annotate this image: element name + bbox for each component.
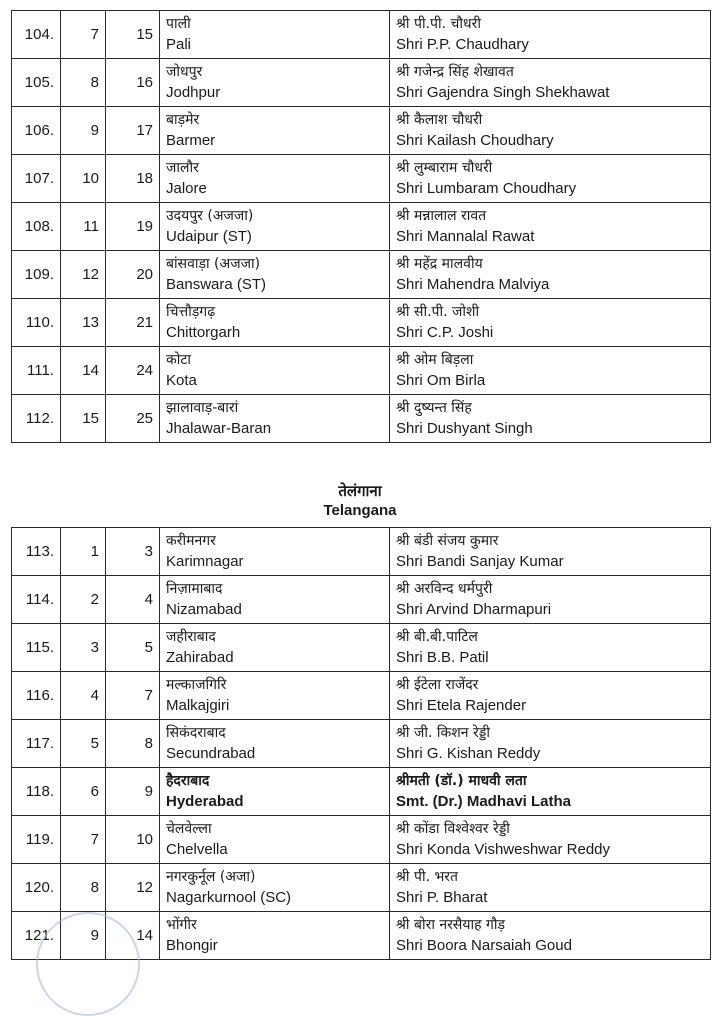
constituency-number: 25 <box>106 395 160 443</box>
constituency-english: Nagarkurnool (SC) <box>166 888 292 906</box>
table-row <box>12 624 711 672</box>
constituency-cell <box>160 59 390 107</box>
candidate-english: Shri Gajendra Singh Shekhawat <box>396 83 610 101</box>
candidate-hindi: श्री लुम्बाराम चौधरी <box>396 159 493 176</box>
constituency-cell <box>160 395 390 443</box>
constituency-cell <box>160 672 390 720</box>
candidate-cell <box>390 155 711 203</box>
serial-number: 115. <box>12 624 61 672</box>
constituency-english: Kota <box>166 371 197 389</box>
constituency-number: 20 <box>106 251 160 299</box>
candidate-english: Shri P. Bharat <box>396 888 488 906</box>
constituency-number: 24 <box>106 347 160 395</box>
state-serial-number: 11 <box>61 203 106 251</box>
candidate-cell <box>390 107 711 155</box>
constituency-number: 8 <box>106 720 160 768</box>
serial-number: 108. <box>12 203 61 251</box>
serial-number: 111. <box>12 347 61 395</box>
state-serial-number: 8 <box>61 864 106 912</box>
table-row <box>12 672 711 720</box>
constituency-number: 17 <box>106 107 160 155</box>
constituency-english: Pali <box>166 35 192 53</box>
constituency-hindi: उदयपुर (अजजा) <box>166 207 254 224</box>
table-row <box>12 107 711 155</box>
serial-number: 116. <box>12 672 61 720</box>
candidate-cell <box>390 912 711 960</box>
state-serial-number: 13 <box>61 299 106 347</box>
candidate-hindi: श्री जी. किशन रेड्डी <box>396 724 490 741</box>
serial-number: 105. <box>12 59 61 107</box>
constituency-hindi: जोधपुर <box>166 63 203 80</box>
candidate-english: Shri Bandi Sanjay Kumar <box>396 552 564 570</box>
candidate-cell <box>390 299 711 347</box>
table-row <box>12 395 711 443</box>
state-serial-number: 2 <box>61 576 106 624</box>
state-heading-english: Telangana <box>323 502 397 519</box>
state-serial-number: 7 <box>61 11 106 59</box>
constituency-hindi: करीमनगर <box>166 532 216 549</box>
constituency-cell <box>160 576 390 624</box>
candidate-cell <box>390 11 711 59</box>
serial-number: 120. <box>12 864 61 912</box>
constituency-english: Udaipur (ST) <box>166 227 252 245</box>
candidate-english: Shri Etela Rajender <box>396 696 527 714</box>
candidate-cell <box>390 251 711 299</box>
table-row <box>12 59 711 107</box>
constituency-cell <box>160 107 390 155</box>
candidate-hindi: श्री सी.पी. जोशी <box>396 303 480 320</box>
candidate-english: Shri Arvind Dharmapuri <box>396 600 552 618</box>
constituency-english: Bhongir <box>166 936 218 954</box>
constituency-hindi: चेलवेल्ला <box>166 820 212 837</box>
constituency-number: 7 <box>106 672 160 720</box>
constituency-english: Banswara (ST) <box>166 275 267 293</box>
constituency-hindi: पाली <box>166 15 191 32</box>
rajasthan-candidate-table <box>11 10 711 443</box>
candidate-hindi: श्री कोंडा विश्वेश्वर रेड्डी <box>396 820 510 837</box>
table-row <box>12 203 711 251</box>
constituency-hindi: झालावाड़-बारां <box>166 399 239 416</box>
constituency-cell <box>160 912 390 960</box>
serial-number: 109. <box>12 251 61 299</box>
candidate-hindi: श्री पी. भरत <box>396 868 459 885</box>
constituency-number: 19 <box>106 203 160 251</box>
candidate-english: Shri Mannalal Rawat <box>396 227 535 245</box>
candidate-english: Smt. (Dr.) Madhavi Latha <box>396 792 572 810</box>
serial-number: 110. <box>12 299 61 347</box>
candidate-hindi: श्री मन्नालाल रावत <box>396 207 487 224</box>
state-serial-number: 15 <box>61 395 106 443</box>
rajasthan-table-body <box>12 11 711 443</box>
constituency-english: Chittorgarh <box>166 323 241 341</box>
constituency-hindi: चित्तौड़गढ़ <box>166 303 216 320</box>
constituency-hindi: भोंगीर <box>166 916 197 933</box>
candidate-cell <box>390 576 711 624</box>
table-row <box>12 155 711 203</box>
constituency-english: Malkajgiri <box>166 696 230 714</box>
candidate-cell <box>390 624 711 672</box>
candidate-hindi: श्री बोरा नरसैयाह गौड़ <box>396 916 505 933</box>
serial-number: 119. <box>12 816 61 864</box>
constituency-cell <box>160 251 390 299</box>
constituency-number: 12 <box>106 864 160 912</box>
constituency-cell <box>160 299 390 347</box>
state-serial-number: 14 <box>61 347 106 395</box>
candidate-cell <box>390 672 711 720</box>
constituency-cell <box>160 155 390 203</box>
candidate-cell <box>390 395 711 443</box>
serial-number: 118. <box>12 768 61 816</box>
constituency-number: 9 <box>106 768 160 816</box>
constituency-hindi: जालौर <box>166 159 199 176</box>
candidate-hindi: श्री ईटेला राजेंदर <box>396 676 479 693</box>
constituency-cell <box>160 528 390 576</box>
candidate-hindi: श्रीमती (डॉ.) माधवी लता <box>396 772 527 789</box>
candidate-cell <box>390 59 711 107</box>
constituency-english: Karimnagar <box>166 552 244 570</box>
serial-number: 106. <box>12 107 61 155</box>
table-row <box>12 864 711 912</box>
constituency-hindi: हैदराबाद <box>166 772 210 789</box>
state-serial-number: 9 <box>61 107 106 155</box>
constituency-number: 16 <box>106 59 160 107</box>
constituency-number: 18 <box>106 155 160 203</box>
candidate-english: Shri Konda Vishweshwar Reddy <box>396 840 611 858</box>
candidate-english: Shri C.P. Joshi <box>396 323 494 341</box>
table-row <box>12 576 711 624</box>
serial-number: 113. <box>12 528 61 576</box>
state-serial-number: 7 <box>61 816 106 864</box>
candidate-hindi: श्री महेंद्र मालवीय <box>396 255 483 272</box>
state-heading <box>0 481 720 521</box>
table-row <box>12 299 711 347</box>
candidate-hindi: श्री कैलाश चौधरी <box>396 111 483 128</box>
state-serial-number: 4 <box>61 672 106 720</box>
serial-number: 112. <box>12 395 61 443</box>
table-row <box>12 11 711 59</box>
constituency-english: Hyderabad <box>166 792 244 810</box>
candidate-cell <box>390 720 711 768</box>
constituency-english: Jhalawar-Baran <box>166 419 272 437</box>
constituency-cell <box>160 768 390 816</box>
serial-number: 121. <box>12 912 61 960</box>
candidate-english: Shri Lumbaram Choudhary <box>396 179 577 197</box>
state-serial-number: 12 <box>61 251 106 299</box>
candidate-english: Shri P.P. Chaudhary <box>396 35 529 53</box>
candidate-hindi: श्री दुष्यन्त सिंह <box>396 399 472 416</box>
constituency-number: 3 <box>106 528 160 576</box>
state-serial-number: 8 <box>61 59 106 107</box>
serial-number: 117. <box>12 720 61 768</box>
constituency-hindi: बांसवाड़ा (अजजा) <box>166 255 261 272</box>
candidate-english: Shri Boora Narsaiah Goud <box>396 936 572 954</box>
candidate-cell <box>390 816 711 864</box>
constituency-cell <box>160 816 390 864</box>
constituency-english: Chelvella <box>166 840 228 858</box>
candidate-cell <box>390 528 711 576</box>
table-row <box>12 528 711 576</box>
telangana-table-body <box>12 528 711 960</box>
state-serial-number: 6 <box>61 768 106 816</box>
candidate-hindi: श्री बंडी संजय कुमार <box>396 532 499 549</box>
constituency-hindi: निज़ामाबाद <box>166 580 223 597</box>
constituency-english: Jodhpur <box>166 83 221 101</box>
telangana-candidate-table <box>11 527 711 960</box>
constituency-hindi: सिकंदराबाद <box>166 724 226 741</box>
constituency-number: 21 <box>106 299 160 347</box>
candidate-english: Shri B.B. Patil <box>396 648 489 666</box>
constituency-number: 4 <box>106 576 160 624</box>
table-row <box>12 251 711 299</box>
constituency-english: Zahirabad <box>166 648 234 666</box>
table-row <box>12 347 711 395</box>
constituency-english: Barmer <box>166 131 216 149</box>
constituency-cell <box>160 864 390 912</box>
constituency-english: Nizamabad <box>166 600 242 618</box>
constituency-cell <box>160 203 390 251</box>
constituency-number: 10 <box>106 816 160 864</box>
constituency-hindi: बाड़मेर <box>166 111 200 128</box>
constituency-hindi: कोटा <box>166 351 192 368</box>
candidate-hindi: श्री बी.बी.पाटिल <box>396 628 478 645</box>
table-row <box>12 768 711 816</box>
constituency-cell <box>160 347 390 395</box>
serial-number: 107. <box>12 155 61 203</box>
state-serial-number: 9 <box>61 912 106 960</box>
serial-number: 104. <box>12 11 61 59</box>
state-heading-hindi: तेलंगाना <box>338 482 382 500</box>
constituency-english: Jalore <box>166 179 207 197</box>
official-seal-stamp <box>36 912 140 1016</box>
candidate-hindi: श्री अरविन्द धर्मपुरी <box>396 580 493 597</box>
constituency-number: 14 <box>106 912 160 960</box>
candidate-english: Shri Dushyant Singh <box>396 419 533 437</box>
constituency-hindi: मल्काजगिरि <box>166 676 227 693</box>
constituency-english: Secundrabad <box>166 744 256 762</box>
constituency-cell <box>160 11 390 59</box>
state-serial-number: 10 <box>61 155 106 203</box>
constituency-cell <box>160 624 390 672</box>
constituency-cell <box>160 720 390 768</box>
state-serial-number: 1 <box>61 528 106 576</box>
candidate-english: Shri Mahendra Malviya <box>396 275 550 293</box>
candidate-english: Shri G. Kishan Reddy <box>396 744 541 762</box>
state-serial-number: 5 <box>61 720 106 768</box>
candidate-cell <box>390 347 711 395</box>
serial-number: 114. <box>12 576 61 624</box>
candidate-cell <box>390 203 711 251</box>
candidate-english: Shri Kailash Choudhary <box>396 131 554 149</box>
candidate-english: Shri Om Birla <box>396 371 486 389</box>
constituency-hindi: नगरकुर्नूल (अजा) <box>166 868 256 885</box>
table-row <box>12 720 711 768</box>
constituency-hindi: जहीराबाद <box>166 628 216 645</box>
constituency-number: 15 <box>106 11 160 59</box>
candidate-cell <box>390 768 711 816</box>
table-row <box>12 816 711 864</box>
candidate-hindi: श्री गजेन्द्र सिंह शेखावत <box>396 63 514 80</box>
candidate-cell <box>390 864 711 912</box>
candidate-hindi: श्री ओम बिड़ला <box>396 351 474 368</box>
constituency-number: 5 <box>106 624 160 672</box>
state-serial-number: 3 <box>61 624 106 672</box>
candidate-hindi: श्री पी.पी. चौधरी <box>396 15 481 32</box>
